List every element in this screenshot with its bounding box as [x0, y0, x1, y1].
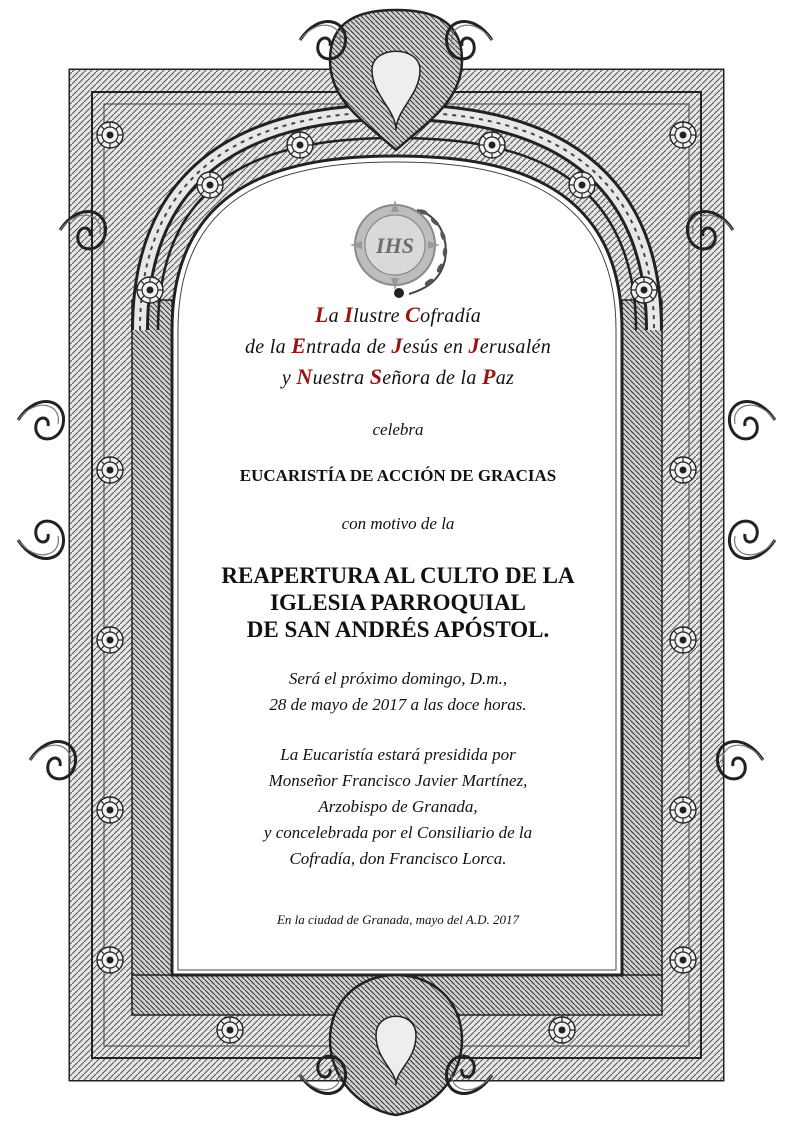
presided-by [188, 742, 608, 872]
presided-line-1: La Eucaristía estará presidida por [280, 745, 516, 764]
event-date [188, 666, 608, 718]
title-line-2: IGLESIA PARROQUIAL [270, 590, 526, 615]
title-line-1: REAPERTURA AL CULTO DE LA [221, 563, 575, 588]
fraternity-line-2: de la Entrada de Jesús en Jerusalén [244, 333, 552, 358]
fraternity-line-1: La Ilustre Cofradía [314, 302, 482, 327]
celebra-text: celebra [372, 420, 424, 439]
date-line-2: 28 de mayo de 2017 a las doce horas. [269, 695, 527, 714]
title-line-3: DE SAN ANDRÉS APÓSTOL. [246, 617, 550, 642]
presided-line-2: Monseñor Francisco Javier Martínez, [268, 771, 528, 790]
presided-line-5: Cofradía, don Francisco Lorca. [289, 849, 507, 868]
presided-line-4: y concelebrada por el Consiliario de la [263, 823, 533, 842]
fraternity-line-3: y Nuestra Señora de la Paz [281, 364, 515, 389]
invitation-text [188, 190, 608, 960]
date-line-1: Será el próximo domingo, D.m., [288, 669, 508, 688]
svg-text:IHS: IHS [376, 233, 414, 258]
reopening-title [188, 562, 608, 643]
motivo-text: con motivo de la [341, 514, 455, 533]
place-date-footer: En la ciudad de Granada, mayo del A.D. 2017 [276, 912, 520, 927]
presided-line-3: Arzobispo de Granada, [318, 797, 478, 816]
ihs-seal-icon [337, 190, 459, 300]
fraternity-name [188, 300, 608, 393]
event-title: EUCARISTÍA DE ACCIÓN DE GRACIAS [239, 466, 557, 485]
